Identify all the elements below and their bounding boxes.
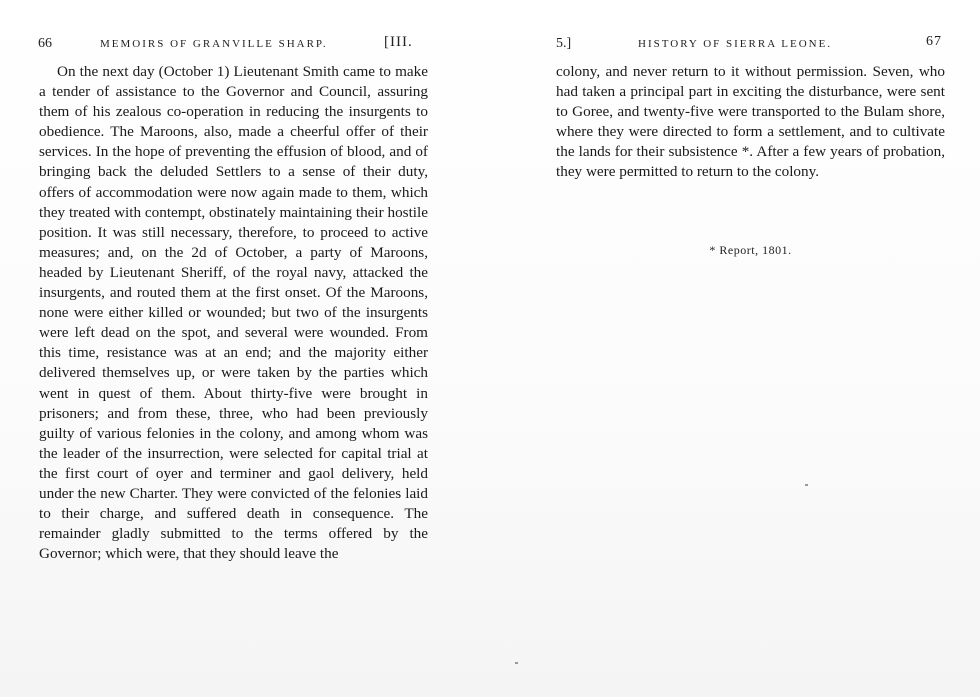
right-page — [490, 0, 980, 697]
left-body-text: On the next day (October 1) Lieutenant Smith came to make a tender of assistance to the Governor and Council, assuring them of his zealous co-operation in reducing the insurgents to obedience. The Maroons, also, made a cheerful offer of their services. In the hope of preventing the effusion of blood, and of bringing back the deluded Settlers to a sense of their duty, offers of accommodation were now again made to them, which they treated with contempt, obstinately maintaining their hostile position. It was still necessary, therefore, to proceed to active measures; and, on the 2d of October, a party of Maroons, headed by Lieutenant Sheriff, of the royal navy, attacked the insurgents, and routed them at the first onset. Of the Maroons, none were either killed or wounded; but two of the insurgents were left dead on the spot, and several were wounded. From this time, resistance was at an end; and the majority either delivered themselves up, or were taken by the parties which went in quest of them. About thirty-five were brought in prisoners; and from these, three, who had been previously guilty of various felonies in the colony, and among whom was the leader of the insurrection, were selected for capital trial at the first court of oyer and terminer and gaol delivery, held under the new Charter. They were convicted of the felonies laid to their charge, and suffered death in consequence. The remainder gladly submitted to the terms offered by the Governor; which were, that they should leave the — [39, 63, 428, 563]
footnote: * Report, 1801. — [709, 243, 792, 257]
right-page-number: 67 — [926, 34, 942, 49]
left-section-mark: [III. — [384, 34, 413, 50]
right-body-text: colony, and never return to it without permission. Seven, who had taken a principal part in exciting the disturbance, were sent to Goree, and twenty-five were transported to the Bulam shore, where they were directed to form a settlement, and to cultivate the lands for their subsistence *. After a few years of probation, they were permitted to return to the colony. — [556, 63, 945, 181]
right-running-head: HISTORY OF SIERRA LEONE. — [638, 38, 833, 50]
left-running-head: MEMOIRS OF GRANVILLE SHARP. — [100, 38, 328, 50]
right-page-header — [556, 36, 942, 56]
right-section-mark: 5.] — [556, 36, 572, 51]
left-page-header — [38, 36, 430, 56]
left-page-number: 66 — [38, 36, 52, 51]
scan-speck — [805, 484, 808, 486]
scan-speck — [515, 662, 518, 664]
